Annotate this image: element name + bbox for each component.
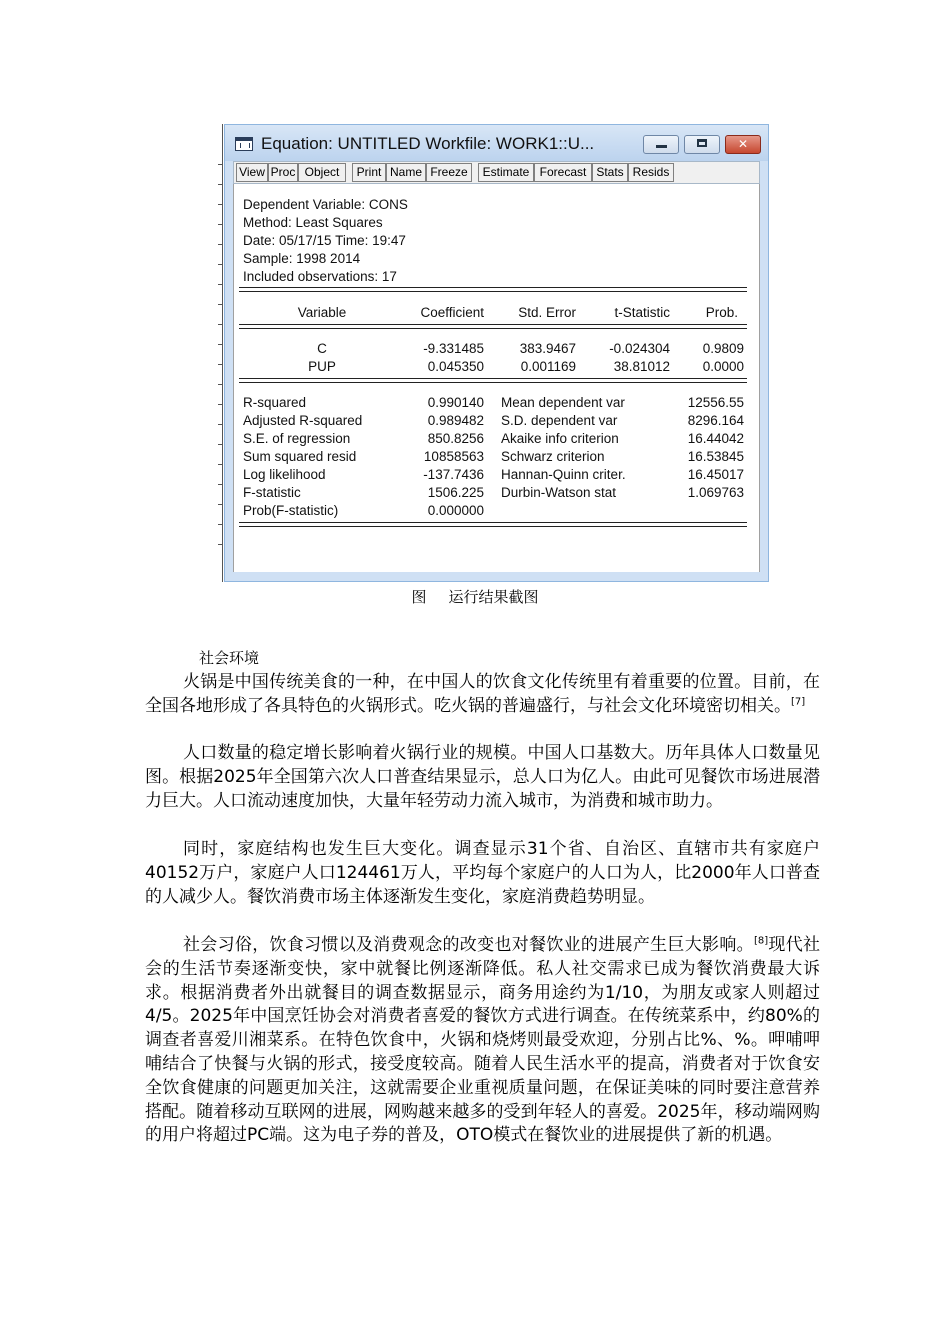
table-cell: PUP [308, 359, 336, 374]
stat-label: S.E. of regression [243, 431, 351, 446]
window-titlebar[interactable] [225, 125, 768, 161]
toolbar-print-button[interactable]: Print [352, 163, 386, 182]
stat-value: 850.8256 [427, 431, 484, 446]
table-rule [239, 522, 747, 527]
toolbar-stats-button[interactable]: Stats [592, 163, 628, 182]
estimation-date: Date: 05/17/15 Time: 19:47 [243, 233, 406, 248]
table-cell: 383.9467 [519, 341, 576, 356]
paragraph [145, 934, 820, 1148]
table-rule [239, 378, 747, 383]
stat-label: S.D. dependent var [501, 413, 618, 428]
dependent-variable: Dependent Variable: CONS [243, 197, 408, 212]
toolbar-forecast-button[interactable]: Forecast [534, 163, 592, 182]
table-cell: -0.024304 [609, 341, 670, 356]
stat-label: Adjusted R-squared [243, 413, 363, 428]
stat-value: 12556.55 [687, 395, 744, 410]
stat-label: R-squared [243, 395, 307, 410]
included-observations: Included observations: 17 [243, 269, 397, 284]
maximize-button[interactable] [684, 135, 720, 154]
close-button[interactable] [725, 135, 761, 154]
stat-value: 0.000000 [427, 503, 484, 518]
stat-value: 0.990140 [427, 395, 484, 410]
stat-label: Sum squared resid [243, 449, 357, 464]
stat-label: F-statistic [243, 485, 301, 500]
stat-label: Durbin-Watson stat [501, 485, 617, 500]
window-bottom-frame [233, 572, 760, 581]
stat-label: Hannan-Quinn criter. [501, 467, 626, 482]
citation-ref: [8] [753, 935, 769, 947]
stat-label: Schwarz criterion [501, 449, 605, 464]
table-cell: 0.001169 [520, 359, 576, 374]
minimize-button[interactable] [643, 135, 679, 154]
stat-label: Mean dependent var [501, 395, 625, 410]
section-heading: 社会环境 [199, 649, 260, 667]
regression-output [233, 184, 760, 572]
stat-value: 8296.164 [687, 413, 744, 428]
table-cell: 0.9809 [702, 341, 744, 356]
screenshot-left-ruler [218, 124, 223, 582]
table-rule [239, 287, 747, 292]
paragraph [145, 671, 820, 719]
table-cell: 0.045350 [427, 359, 484, 374]
stat-value: 10858563 [423, 449, 484, 464]
toolbar-estimate-button[interactable]: Estimate [478, 163, 534, 182]
caption-text: 运行结果截图 [448, 588, 539, 606]
column-header: Variable [297, 305, 347, 320]
equation-window-icon [235, 137, 253, 151]
sample-range: Sample: 1998 2014 [243, 251, 361, 266]
column-header: Std. Error [518, 305, 576, 320]
stat-value: 16.45017 [687, 467, 744, 482]
citation-ref: [7] [791, 696, 806, 708]
stat-value: 16.44042 [687, 431, 744, 446]
table-cell: -9.331485 [423, 341, 484, 356]
paragraph [145, 742, 820, 813]
table-cell: 0.0000 [702, 359, 744, 374]
table-cell: C [317, 341, 327, 356]
maximize-icon [697, 139, 707, 147]
paragraph-text: 同时，家庭结构也发生巨大变化。调查显示31个省、自治区、直辖市共有家庭户40152万户，家庭户人口124461万人，平均每个家庭户的人口为人，比2000年人口普查的人减少人。餐饮消费市场主体逐渐发生变化，家庭消费趋势明显。 [145, 839, 820, 907]
estimation-method: Method: Least Squares [243, 215, 383, 230]
stat-value: 1.069763 [687, 485, 744, 500]
stat-value: -137.7436 [423, 467, 484, 482]
equation-toolbar [233, 161, 760, 184]
table-cell: 38.81012 [613, 359, 670, 374]
paragraph-text: 人口数量的稳定增长影响着火锅行业的规模。中国人口基数大。历年具体人口数量见图。根据2025年全国第六次人口普查结果显示，总人口为亿人。由此可见餐饮市场进展潜力巨大。人口流动速度加快，大量年轻劳动力流入城市，为消费和城市助力。 [145, 743, 820, 811]
toolbar-name-button[interactable]: Name [386, 163, 426, 182]
toolbar-view-button[interactable]: View [236, 163, 268, 182]
toolbar-proc-button[interactable]: Proc [268, 163, 298, 182]
toolbar-resids-button[interactable]: Resids [628, 163, 674, 182]
stat-label: Prob(F-statistic) [243, 503, 339, 518]
table-rule [239, 324, 747, 329]
minimize-icon [656, 145, 667, 148]
column-header: t-Statistic [614, 305, 670, 320]
stat-label: Log likelihood [243, 467, 326, 482]
stat-label: Akaike info criterion [501, 431, 619, 446]
paragraph-text: 现代社会的生活节奏逐渐变快，家中就餐比例逐渐降低。私人社交需求已成为餐饮消费最大诉求。根据消费者外出就餐目的调查数据显示，商务用途约为1/10，为朋友或家人则超过4/5。2025年中国烹饪协会对消费者喜爱的餐饮方式进行调查。在传统菜系中，约80%的调查者喜爱川湘菜系。在特色饮食中，火锅和烧烤则最受欢迎，分别占比%、%。呷哺呷哺结合了快餐与火锅的形式，接受度较高。随着人民生活水平的提高，消费者对于饮食安全饮食健康的问题更加关注，这就需要企业重视质量问题，在保证美味的同时要注意营养搭配。随着移动互联网的进展，网购越来越多的受到年轻人的喜爱。2025年，移动端网购的用户将超过PC端。这为电子券的普及，OTO模式在餐饮业的进展提供了新的机遇。 [145, 935, 821, 1146]
paragraph-text: 火锅是中国传统美食的一种，在中国人的饮食文化传统里有着重要的位置。目前，在全国各地形成了各具特色的火锅形式。吃火锅的普遍盛行，与社会文化环境密切相关。 [145, 672, 820, 716]
stat-value: 1506.225 [427, 485, 484, 500]
paragraph [145, 838, 820, 909]
column-header: Coefficient [420, 305, 484, 320]
close-icon: ✕ [737, 137, 749, 151]
caption-prefix: 图 [411, 588, 427, 606]
paragraph-text: 社会习俗，饮食习惯以及消费观念的改变也对餐饮业的进展产生巨大影响。 [183, 935, 754, 955]
window-title: Equation: UNTITLED Workfile: WORK1::U... [261, 134, 595, 153]
stat-value: 0.989482 [427, 413, 484, 428]
equation-window [224, 124, 769, 582]
stat-value: 16.53845 [687, 449, 744, 464]
toolbar-freeze-button[interactable]: Freeze [426, 163, 472, 182]
figure-caption [0, 586, 950, 607]
column-header: Prob. [705, 305, 738, 320]
toolbar-object-button[interactable]: Object [298, 163, 346, 182]
